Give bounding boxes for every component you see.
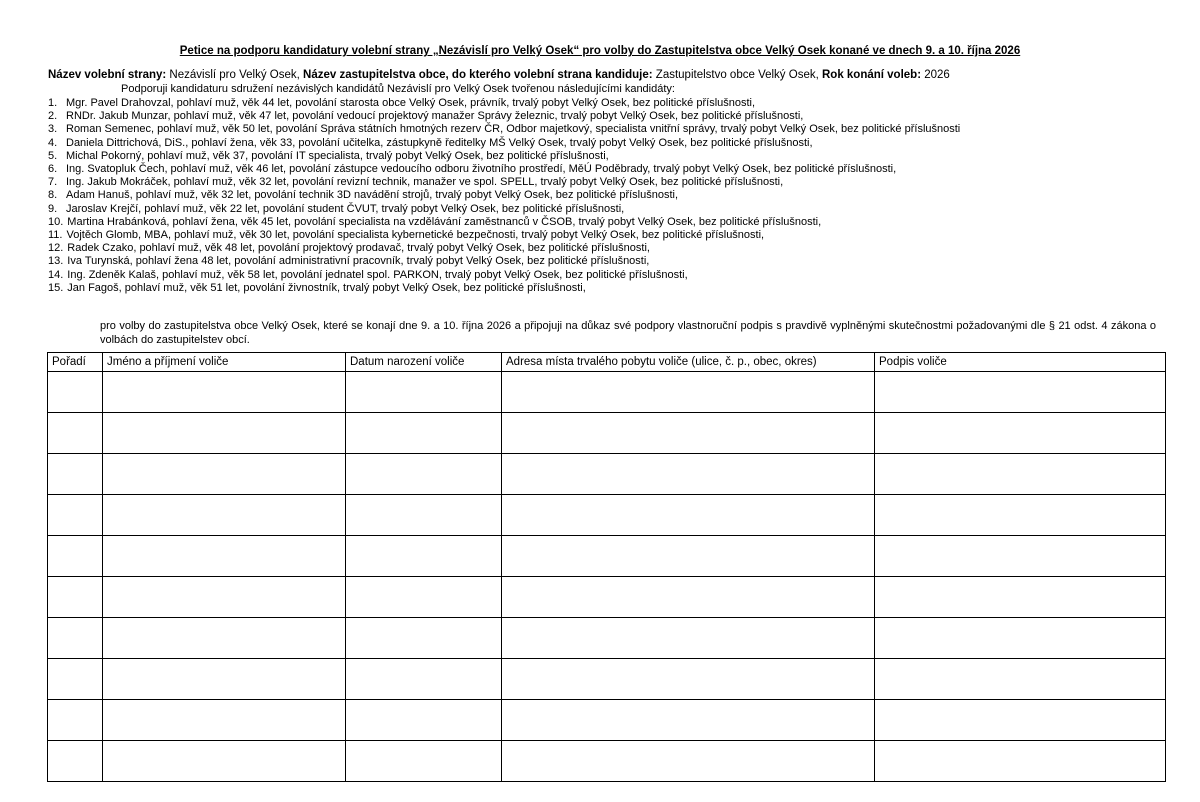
year-value: 2026 bbox=[921, 69, 950, 81]
candidate-number: 2. bbox=[48, 110, 58, 123]
signature-table-header bbox=[48, 353, 1166, 372]
candidate-item bbox=[48, 110, 960, 123]
table-row bbox=[48, 495, 1166, 536]
candidate-item bbox=[48, 163, 960, 176]
candidate-number: 15. bbox=[48, 281, 64, 294]
candidate-number: 8. bbox=[48, 189, 58, 202]
candidate-number: 13. bbox=[48, 255, 64, 268]
candidate-text: Ing. Zdeněk Kalaš, pohlaví muž, věk 58 let, povolání jednatel spol. PARKON, trvalý pobyt Velký Osek, bez politické příslušnosti, bbox=[67, 268, 688, 281]
candidate-number: 11. bbox=[48, 229, 63, 242]
candidate-text: Jan Fagoš, pohlaví muž, věk 51 let, povolání živnostník, trvalý pobyt Velký Osek, bez politické příslušnosti, bbox=[67, 281, 586, 294]
candidate-text: Ing. Jakub Mokráček, pohlaví muž, věk 32 let, povolání revizní technik, manažer ve spol. SPELL, trvalý pobyt Velký Osek, bez politické příslušnosti, bbox=[66, 176, 784, 189]
table-row bbox=[48, 372, 1166, 413]
cell-signature bbox=[875, 577, 1166, 618]
candidate-number: 3. bbox=[48, 123, 58, 136]
cell-order bbox=[48, 659, 103, 700]
cell-address bbox=[502, 536, 875, 577]
cell-name bbox=[103, 372, 346, 413]
cell-address bbox=[502, 700, 875, 741]
cell-signature bbox=[875, 454, 1166, 495]
cell-name bbox=[103, 659, 346, 700]
candidate-text: Roman Semenec, pohlaví muž, věk 50 let, povolání Správa státních hmotných rezerv ČR, Odbor majetkový, specialista vnitřní správy, trvalý pobyt Velký Osek, bez politické příslušnosti bbox=[66, 123, 961, 136]
table-row bbox=[48, 413, 1166, 454]
candidate-text: Daniela Dittrichová, DiS., pohlaví žena, věk 33, povolání učitelka, zástupkyně ředitelky MŠ Velký Osek, trvalý pobyt Velký Osek, bez politické příslušnosti, bbox=[66, 136, 813, 149]
candidate-item bbox=[48, 216, 960, 229]
cell-birthdate bbox=[346, 454, 502, 495]
cell-birthdate bbox=[346, 577, 502, 618]
header-address: Adresa místa trvalého pobytu voliče (ulice, č. p., obec, okres) bbox=[502, 353, 875, 372]
header-order: Pořadí bbox=[48, 353, 103, 372]
petition-title: Petice na podporu kandidatury volební strany „Nezávislí pro Velký Osek“ pro volby do Zastupitelstva obce Velký Osek konané ve dnech 9. a 10. října 2026 bbox=[179, 45, 1021, 57]
table-row bbox=[48, 618, 1166, 659]
cell-name bbox=[103, 413, 346, 454]
cell-signature bbox=[875, 659, 1166, 700]
signature-table-body bbox=[48, 372, 1166, 782]
cell-order bbox=[48, 577, 103, 618]
table-row bbox=[48, 659, 1166, 700]
candidate-item bbox=[48, 176, 960, 189]
cell-signature bbox=[875, 700, 1166, 741]
candidate-text: Ing. Svatopluk Čech, pohlaví muž, věk 46 let, povolání zástupce vedoucího odboru životního prostředí, MěÚ Poděbrady, trvalý pobyt Velký Osek, bez politické příslušnosti, bbox=[66, 163, 897, 176]
cell-name bbox=[103, 741, 346, 782]
intro-text: Podporuji kandidaturu sdružení nezávislých kandidátů Nezávislí pro Velký Osek tvořenou následujícími kandidáty: bbox=[121, 83, 675, 95]
table-row bbox=[48, 741, 1166, 782]
table-row bbox=[48, 700, 1166, 741]
cell-birthdate bbox=[346, 741, 502, 782]
cell-order bbox=[48, 536, 103, 577]
table-row bbox=[48, 454, 1166, 495]
candidate-number: 10. bbox=[48, 215, 64, 228]
cell-order bbox=[48, 372, 103, 413]
candidate-text: Jaroslav Krejčí, pohlaví muž, věk 22 let, povolání student ČVUT, trvalý pobyt Velký Osek, bez politické příslušnosti, bbox=[66, 202, 625, 215]
candidate-text: Iva Turynská, pohlaví žena 48 let, povolání administrativní pracovník, trvalý pobyt Velký Osek, bez politické příslušnosti, bbox=[67, 255, 650, 268]
cell-name bbox=[103, 495, 346, 536]
cell-signature bbox=[875, 741, 1166, 782]
cell-order bbox=[48, 700, 103, 741]
cell-order bbox=[48, 741, 103, 782]
candidate-number: 7. bbox=[48, 176, 58, 189]
candidate-text: Radek Czako, pohlaví muž, věk 48 let, povolání projektový prodavač, trvalý pobyt Velký Osek, bez politické příslušnosti, bbox=[67, 242, 650, 255]
signature-table bbox=[47, 352, 1166, 782]
table-row bbox=[48, 577, 1166, 618]
table-row bbox=[48, 536, 1166, 577]
candidate-item bbox=[48, 150, 960, 163]
council-label: Název zastupitelstva obce, do kterého volební strana kandiduje: bbox=[303, 69, 653, 81]
cell-order bbox=[48, 454, 103, 495]
cell-birthdate bbox=[346, 413, 502, 454]
cell-address bbox=[502, 372, 875, 413]
header-name: Jméno a příjmení voliče bbox=[103, 353, 346, 372]
candidate-number: 12. bbox=[48, 242, 64, 255]
cell-name bbox=[103, 618, 346, 659]
candidate-item bbox=[48, 137, 960, 150]
cell-birthdate bbox=[346, 618, 502, 659]
candidate-item bbox=[48, 282, 960, 295]
candidate-number: 1. bbox=[48, 97, 58, 109]
header-birthdate: Datum narození voliče bbox=[346, 353, 502, 372]
cell-order bbox=[48, 413, 103, 454]
cell-birthdate bbox=[346, 372, 502, 413]
candidate-number: 4. bbox=[48, 136, 58, 149]
candidate-text: Vojtěch Glomb, MBA, pohlaví muž, věk 30 let, povolání specialista kybernetické bezpečnosti, trvalý pobyt Velký Osek, bez politické příslušnosti, bbox=[66, 229, 765, 242]
cell-address bbox=[502, 741, 875, 782]
cell-signature bbox=[875, 618, 1166, 659]
header-signature: Podpis voliče bbox=[875, 353, 1166, 372]
cell-address bbox=[502, 413, 875, 454]
closing-text: pro volby do zastupitelstva obce Velký Osek, které se konají dne 9. a 10. října 2026 a připojuji na důkaz své podpory vlastnoruční podpis s pravdivě vyplněnými skutečnostmi požadovanými dle § 21 odst. 4 zákona o volbách do zastupitelstev obcí. bbox=[100, 320, 1156, 346]
candidate-item bbox=[48, 229, 960, 242]
candidate-item bbox=[48, 203, 960, 216]
candidate-item bbox=[48, 255, 960, 268]
candidate-text: Adam Hanuš, pohlaví muž, věk 32 let, povolání technik 3D navádění strojů, trvalý pobyt Velký Osek, bez politické příslušnosti, bbox=[66, 189, 679, 202]
candidate-item bbox=[48, 269, 960, 282]
cell-birthdate bbox=[346, 495, 502, 536]
candidate-number: 5. bbox=[48, 149, 58, 162]
candidate-text: Michal Pokorný, pohlaví muž, věk 37, povolání IT specialista, trvalý pobyt Velký Osek, bez politické příslušnosti, bbox=[66, 149, 609, 162]
candidate-item bbox=[48, 123, 960, 136]
candidate-number: 9. bbox=[48, 202, 58, 215]
candidate-number: 6. bbox=[48, 163, 58, 176]
cell-address bbox=[502, 454, 875, 495]
council-value: Zastupitelstvo obce Velký Osek, bbox=[652, 69, 822, 81]
cell-name bbox=[103, 536, 346, 577]
party-label: Název volební strany: bbox=[48, 69, 167, 81]
candidate-item bbox=[48, 97, 960, 110]
cell-name bbox=[103, 577, 346, 618]
candidate-text: Mgr. Pavel Drahovzal, pohlaví muž, věk 44 let, povolání starosta obce Velký Osek, právník, trvalý pobyt Velký Osek, bez politické příslušnosti, bbox=[66, 97, 756, 109]
cell-signature bbox=[875, 372, 1166, 413]
petition-meta bbox=[48, 69, 950, 81]
cell-birthdate bbox=[346, 659, 502, 700]
cell-address bbox=[502, 618, 875, 659]
candidate-item bbox=[48, 189, 960, 202]
cell-birthdate bbox=[346, 700, 502, 741]
year-label: Rok konání voleb: bbox=[821, 69, 922, 81]
cell-address bbox=[502, 495, 875, 536]
cell-name bbox=[103, 454, 346, 495]
party-value: Nezávislí pro Velký Osek, bbox=[166, 69, 304, 81]
cell-address bbox=[502, 577, 875, 618]
cell-signature bbox=[875, 536, 1166, 577]
cell-address bbox=[502, 659, 875, 700]
cell-name bbox=[103, 700, 346, 741]
cell-order bbox=[48, 618, 103, 659]
cell-signature bbox=[875, 413, 1166, 454]
cell-order bbox=[48, 495, 103, 536]
cell-signature bbox=[875, 495, 1166, 536]
candidate-item bbox=[48, 242, 960, 255]
candidate-text: Martina Hrabánková, pohlaví žena, věk 45 let, povolání specialista na vzdělávání zaměstnanců v ČSOB, trvalý pobyt Velký Osek, bez politické příslušnosti, bbox=[67, 215, 822, 228]
candidate-list bbox=[48, 97, 960, 295]
candidate-text: RNDr. Jakub Munzar, pohlaví muž, věk 47 let, povolání vedoucí projektový manažer Správy železnic, trvalý pobyt Velký Osek, bez politické příslušnosti, bbox=[66, 110, 804, 123]
candidate-number: 14. bbox=[48, 268, 64, 281]
cell-birthdate bbox=[346, 536, 502, 577]
